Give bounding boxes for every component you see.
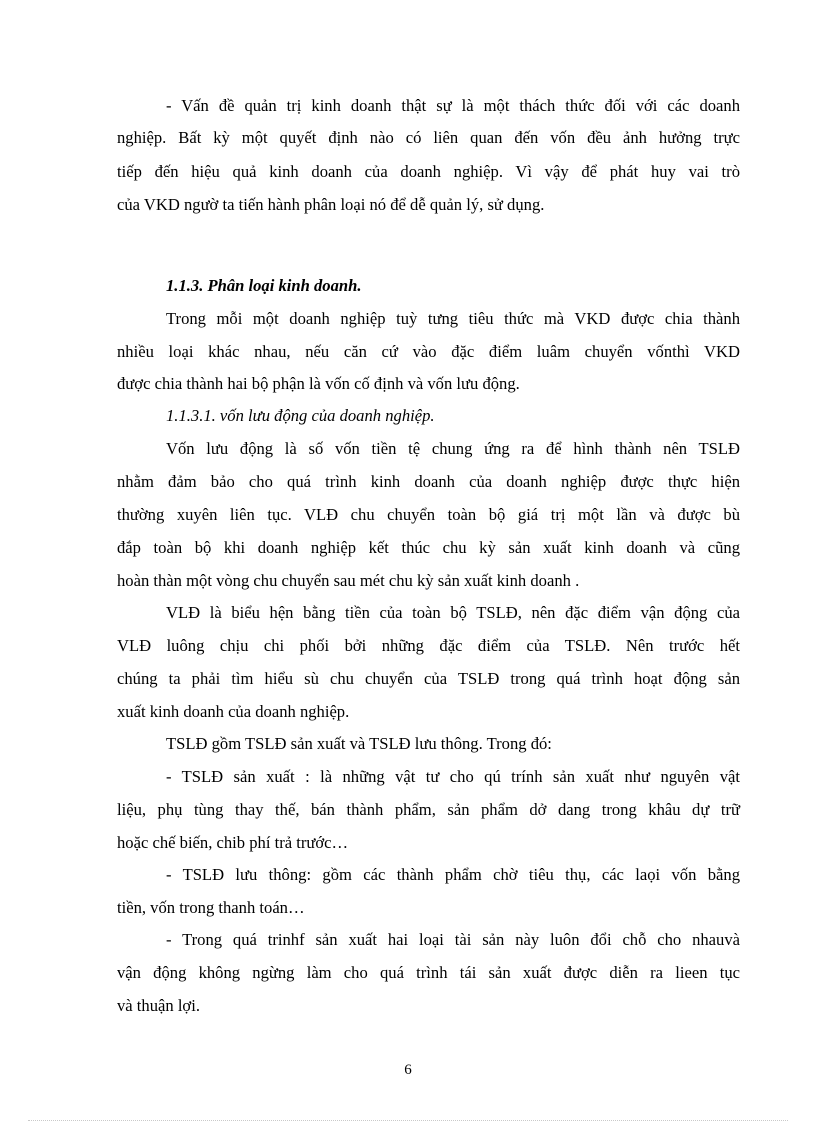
text-line: - Trong quá trinhf sản xuất hai loại tài sản này luôn đổi chỗ cho nhauvà — [166, 930, 740, 949]
text-line: vận động không ngừng làm cho quá trình tái sản xuất được diễn ra lieen tục — [117, 963, 740, 982]
text-line: hoặc chế biến, chib phí trả trước… — [117, 833, 349, 852]
text-line: tiền, vốn trong thanh toán… — [117, 898, 305, 917]
text-line: được chia thành hai bộ phận là vốn cố định và vốn lưu động. — [117, 374, 520, 393]
page-number: 6 — [404, 1062, 412, 1078]
text-line: của VKD ngườ ta tiến hành phân loại nó để dễ quản lý, sử dụng. — [117, 195, 545, 214]
text-line: chúng ta phải tìm hiểu sù chu chuyển của TSLĐ trong quá trình hoạt động sản — [117, 669, 740, 688]
text-line: - TSLĐ sản xuất : là những vật tư cho qú trính sản xuất như nguyên vật — [166, 767, 740, 786]
text-line: VLĐ là biểu hện bằng tiền của toàn bộ TSLĐ, nên đặc điểm vận động của — [166, 603, 740, 622]
text-line: liệu, phụ tùng thay thế, bán thành phẩm, sản phẩm dở dang trong khâu dự trữ — [117, 800, 740, 819]
text-line: VLĐ luông chịu chi phối bởi những đặc điểm của TSLĐ. Nên trước hết — [117, 636, 740, 655]
text-line: TSLĐ gồm TSLĐ sản xuất và TSLĐ lưu thông. Trong đó: — [166, 734, 552, 753]
text-line: nghiệp. Bất kỳ một quyết định nào có liên quan đến vốn đều ảnh hưởng trực — [117, 128, 740, 147]
section-heading: 1.1.3. Phân loại kinh doanh. — [166, 276, 362, 295]
text-line: đắp toàn bộ khi doanh nghiệp kết thúc chu kỳ sản xuất kinh doanh và cũng — [117, 538, 740, 557]
text-line: Vốn lưu động là số vốn tiền tệ chung ứng ra để hình thành nên TSLĐ — [166, 439, 740, 458]
footer-rule — [28, 1120, 788, 1121]
text-line: - TSLĐ lưu thông: gồm các thành phẩm chờ tiêu thụ, các laọi vốn bằng — [166, 865, 740, 884]
subsection-heading: 1.1.3.1. vốn lưu động của doanh nghiệp. — [166, 406, 435, 425]
text-line: thường xuyên liên tục. VLĐ chu chuyển toàn bộ giá trị một lần và được bù — [117, 505, 740, 524]
text-line: hoàn thàn một vòng chu chuyển sau mét chu kỳ sản xuất kinh doanh . — [117, 571, 580, 590]
text-line: nhằm đảm bảo cho quá trình kinh doanh của doanh nghiệp được thực hiện — [117, 472, 740, 491]
text-line: Trong mỗi một doanh nghiệp tuỳ tưng tiêu thức mà VKD được chia thành — [166, 309, 740, 328]
text-line: và thuận lợi. — [117, 996, 200, 1015]
text-line: tiếp đến hiệu quả kinh doanh của doanh nghiệp. Vì vậy để phát huy vai trò — [117, 162, 740, 181]
text-line: xuất kinh doanh của doanh nghiệp. — [117, 702, 350, 721]
text-line: nhiều loại khác nhau, nếu căn cứ vào đặc điểm luâm chuyển vốnthì VKD — [117, 342, 740, 361]
text-line: - Vấn đề quản trị kinh doanh thật sự là một thách thức đối với các doanh — [166, 96, 740, 115]
